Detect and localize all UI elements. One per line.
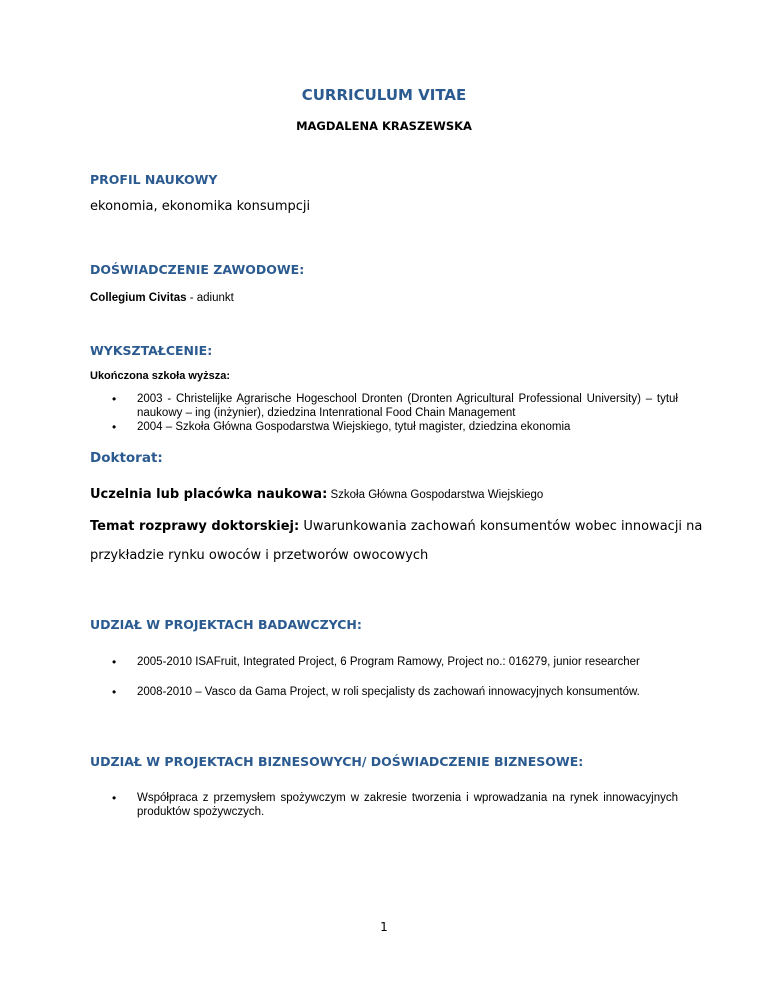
employer-name: Collegium Civitas [90, 292, 187, 304]
employer-role: - adiunkt [186, 292, 234, 304]
doktorat-temat-line2: przykładzie rynku owoców i przetworów owocowych [90, 548, 429, 563]
doktorat-uczelnia [90, 486, 543, 502]
temat-label: Temat rozprawy doktorskiej: [90, 519, 300, 534]
list-item: • 2005-2010 ISAFruit, Integrated Project, 6 Program Ramowy, Project no.: 016279, junior researcher [112, 655, 678, 669]
list-item: • 2004 – Szkoła Główna Gospodarstwa Wiejskiego, tytuł magister, dziedzina ekonomia [112, 420, 678, 434]
section-heading-profil: PROFIL NAUKOWY [90, 172, 218, 187]
section-heading-projekty-badawcze: UDZIAŁ W PROJEKTACH BADAWCZYCH: [90, 617, 362, 632]
list-item: • 2008-2010 – Vasco da Gama Project, w roli specjalisty ds zachowań innowacyjnych konsumentów. [112, 685, 678, 699]
uczelnia-label: Uczelnia lub placówka naukowa: [90, 487, 328, 502]
education-list [112, 392, 678, 434]
profil-text: ekonomia, ekonomika konsumpcji [90, 199, 311, 214]
list-item: • Współpraca z przemysłem spożywczym w zakresie tworzenia i wprowadzania na rynek innowacyjnych produktów spożywczych. [112, 791, 678, 819]
wyksztalcenie-subheading: Ukończona szkoła wyższa: [90, 370, 230, 382]
person-name: MAGDALENA KRASZEWSKA [296, 119, 472, 133]
section-heading-doktorat: Doktorat: [90, 450, 163, 466]
section-heading-doswiadczenie: DOŚWIADCZENIE ZAWODOWE: [90, 262, 305, 277]
section-heading-wyksztalcenie: WYKSZTAŁCENIE: [90, 343, 213, 358]
document-title: CURRICULUM VITAE [301, 86, 467, 104]
doswiadczenie-entry [90, 292, 234, 304]
section-heading-projekty-biznesowe: UDZIAŁ W PROJEKTACH BIZNESOWYCH/ DOŚWIADCZENIE BIZNESOWE: [90, 754, 584, 769]
research-projects-list [112, 655, 678, 699]
business-projects-list [112, 791, 678, 819]
page-number: 1 [380, 920, 388, 934]
uczelnia-value: Szkoła Główna Gospodarstwa Wiejskiego [327, 489, 544, 501]
doktorat-temat-line1 [90, 519, 702, 534]
temat-value-line1: Uwarunkowania zachowań konsumentów wobec innowacji na [299, 519, 703, 534]
list-item: • 2003 - Christelijke Agrarische Hogeschool Dronten (Dronten Agricultural Professional University) – tytuł naukowy – ing (inżynier), dziedzina Intenrational Food Chain Management [112, 392, 678, 420]
